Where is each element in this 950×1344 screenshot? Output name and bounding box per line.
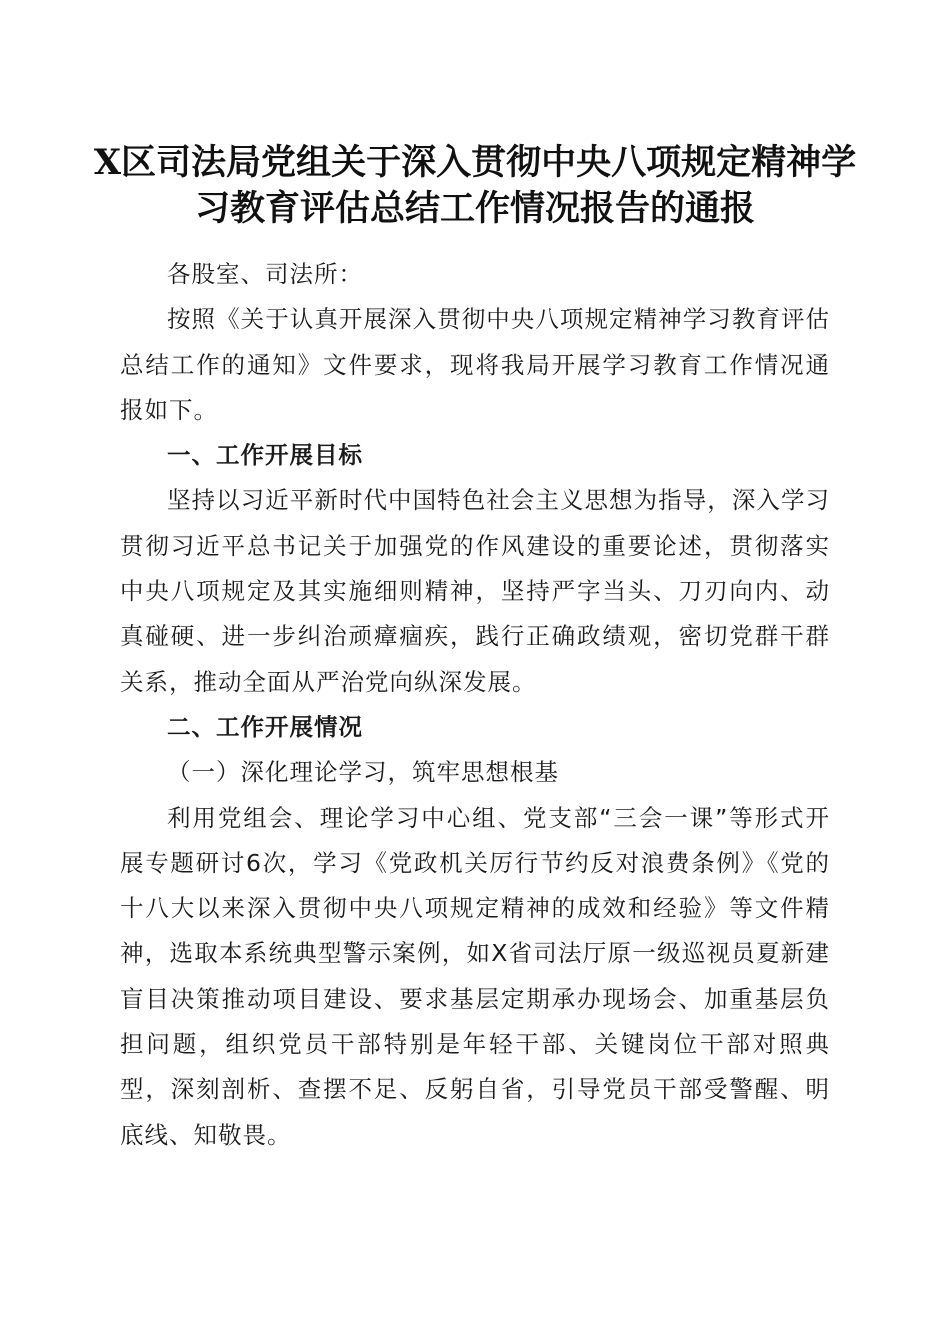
subsection-paragraph-theory: 利用党组会、理论学习中心组、党支部“三会一课”等形式开展专题研讨6次，学习《党政机关厉行节约反对浪费条例》《党的十八大以来深入贯彻中央八项规定精神的成效和经验》等文件精神，选取本系统典型警示案例，如X省司法厅原一级巡视员夏新建盲目决策推动项目建设、要求基层定期承办现场会、加重基层负担问题，组织党员干部特别是年轻干部、关键岗位干部对照典型，深刻剖析、查摆不足、反躬自省，引导党员干部受警醒、明底线、知敬畏。 [120,803,830,1149]
document-title: X区司法局党组关于深入贯彻中央八项规定精神学习教育评估总结工作情况报告的通报 [93,142,857,229]
salutation: 各股室、司法所： [167,260,363,288]
subsection-heading-theory: （一）深化理论学习，筑牢思想根基 [167,758,559,787]
section-paragraph-goals: 坚持以习近平新时代中国特色社会主义思想为指导，深入学习贯彻习近平总书记关于加强党的作风建设的重要论述，贯彻落实中央八项规定及其实施细则精神，坚持严字当头、刀刃向内、动真碰硬、进一步纠治顽瘴痼疾，践行正确政绩观，密切党群干群关系，推动全面从严治党向纵深发展。 [120,486,830,696]
section-heading-progress: 二、工作开展情况 [167,712,363,741]
document-body [120,252,830,1158]
intro-paragraph: 按照《关于认真开展深入贯彻中央八项规定精神学习教育评估总结工作的通知》文件要求，现将我局开展学习教育工作情况通报如下。 [120,305,830,424]
section-heading-goals: 一、工作开展目标 [167,441,363,470]
